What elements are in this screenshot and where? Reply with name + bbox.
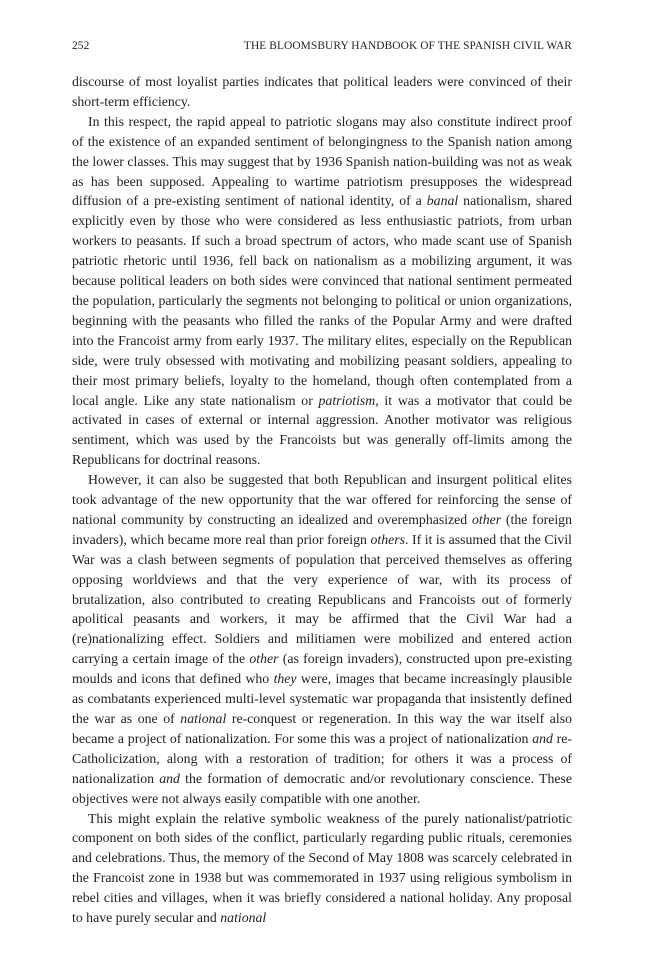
paragraph [72, 112, 572, 470]
text-run: discourse of most loyalist parties indicates that political leaders were convinced of their short-term efficiency. [72, 74, 572, 109]
text-run: re-conquest or regeneration. In this way the war itself also became a project of nationalization. For some this was a project of nationalization [72, 711, 572, 746]
text-run: This might explain the relative symbolic weakness of the purely nationalist/​patriotic component on both sides of the conflict, particularly regarding public rituals, ceremonies and celebrations. Thus, the memory of the Second of May 1808 was scarcely celebrated in the Francoist zone in 1938 but was commemorated in 1937 using religious symbolism in rebel cities and villages, when it was briefly considered a national holiday. Any proposal to have purely secular and [72, 810, 572, 926]
italic-text: national [220, 910, 267, 926]
italic-text: and [532, 730, 553, 746]
text-run: However, it can also be suggested that both Republican and insurgent political elites took advantage of the new opportunity that the war offered for reinforcing the sense of national community by constructing an idealized and overemphasized [72, 472, 572, 527]
italic-text: patriotism [318, 392, 376, 408]
italic-text: national [180, 711, 227, 726]
page-number: 252 [72, 40, 90, 52]
running-title: THE BLOOMSBURY HANDBOOK OF THE SPANISH CIVIL WAR [243, 40, 572, 52]
italic-text: they [273, 671, 297, 687]
italic-text: other [249, 651, 279, 667]
text-run: . If it is assumed that the Civil War was a clash between segments of population that perceived themselves as offering opposing worldviews and that the very experience of war, with its process of brutalization, also contributed to creating Republicans and Francoists out of formerly apolitical peasants and workers, it may be affirmed that the Civil War had a (re)nationalizing effect. Soldiers and militiamen were mobilized and entered action carrying a certain image of the [72, 531, 572, 667]
text-run: nationalism, shared explicitly even by those who were considered as less enthusiastic patriots, from urban workers to peasants. If such a broad spectrum of actors, who made scant use of Spanish patriotic rhetoric until 1936, fell back on nationalism as a mobilizing argument, it was because political leaders on both sides were convinced that national sentiment permeated the population, particularly the segments not belonging to political or union organizations, beginning with the peasants who filled the ranks of the Popular Army and were drafted into the Francoist army from early 1937. The military elites, especially on the Republican side, were truly obsessed with motivating and mobilizing peasant soldiers, appealing to their most primary beliefs, loyalty to the homeland, though often contemplated from a local angle. Like any state nationalism or [72, 193, 572, 408]
italic-text: others [370, 531, 405, 547]
text-run: , it was a motivator that could be activated in cases of external or internal aggression. Another motivator was religious sentiment, which was used by the Francoists but was generally off-limits among the Republicans for doctrinal reasons. [72, 392, 572, 468]
text-run: (the foreign invaders), which became more real than prior foreign [72, 511, 572, 547]
text-run: the formation of democratic and/or revolutionary conscience. These objectives were not always easily compatible with one another. [72, 770, 572, 806]
body-text [72, 72, 572, 928]
text-run: (as foreign invaders), constructed upon pre-existing moulds and icons that defined who [72, 651, 572, 687]
text-run: In this respect, the rapid appeal to patriotic slogans may also constitute indirect proof of the existence of an expanded sentiment of belongingness to the Spanish nation among the lower classes. This may suggest that by 1936 Spanish nation-building was not as weak as has been supposed. Appealing to wartime patriotism presupposes the widespread diffusion of a pre-existing sentiment of national identity, of a [72, 113, 572, 209]
paragraph [72, 470, 572, 808]
italic-text: and [159, 770, 180, 786]
italic-text: banal [426, 193, 459, 209]
running-header [72, 40, 572, 56]
text-run: were, images that became increasingly plausible as combatants experienced multi-level systematic war propaganda that insistently defined the war as one of [72, 671, 572, 726]
text-run: re-Catholicization, along with a restoration of tradition; for others it was a process of nationalization [72, 730, 572, 786]
paragraph [72, 809, 572, 928]
book-page [72, 40, 572, 928]
italic-text: other [471, 511, 502, 527]
paragraph [72, 72, 572, 112]
